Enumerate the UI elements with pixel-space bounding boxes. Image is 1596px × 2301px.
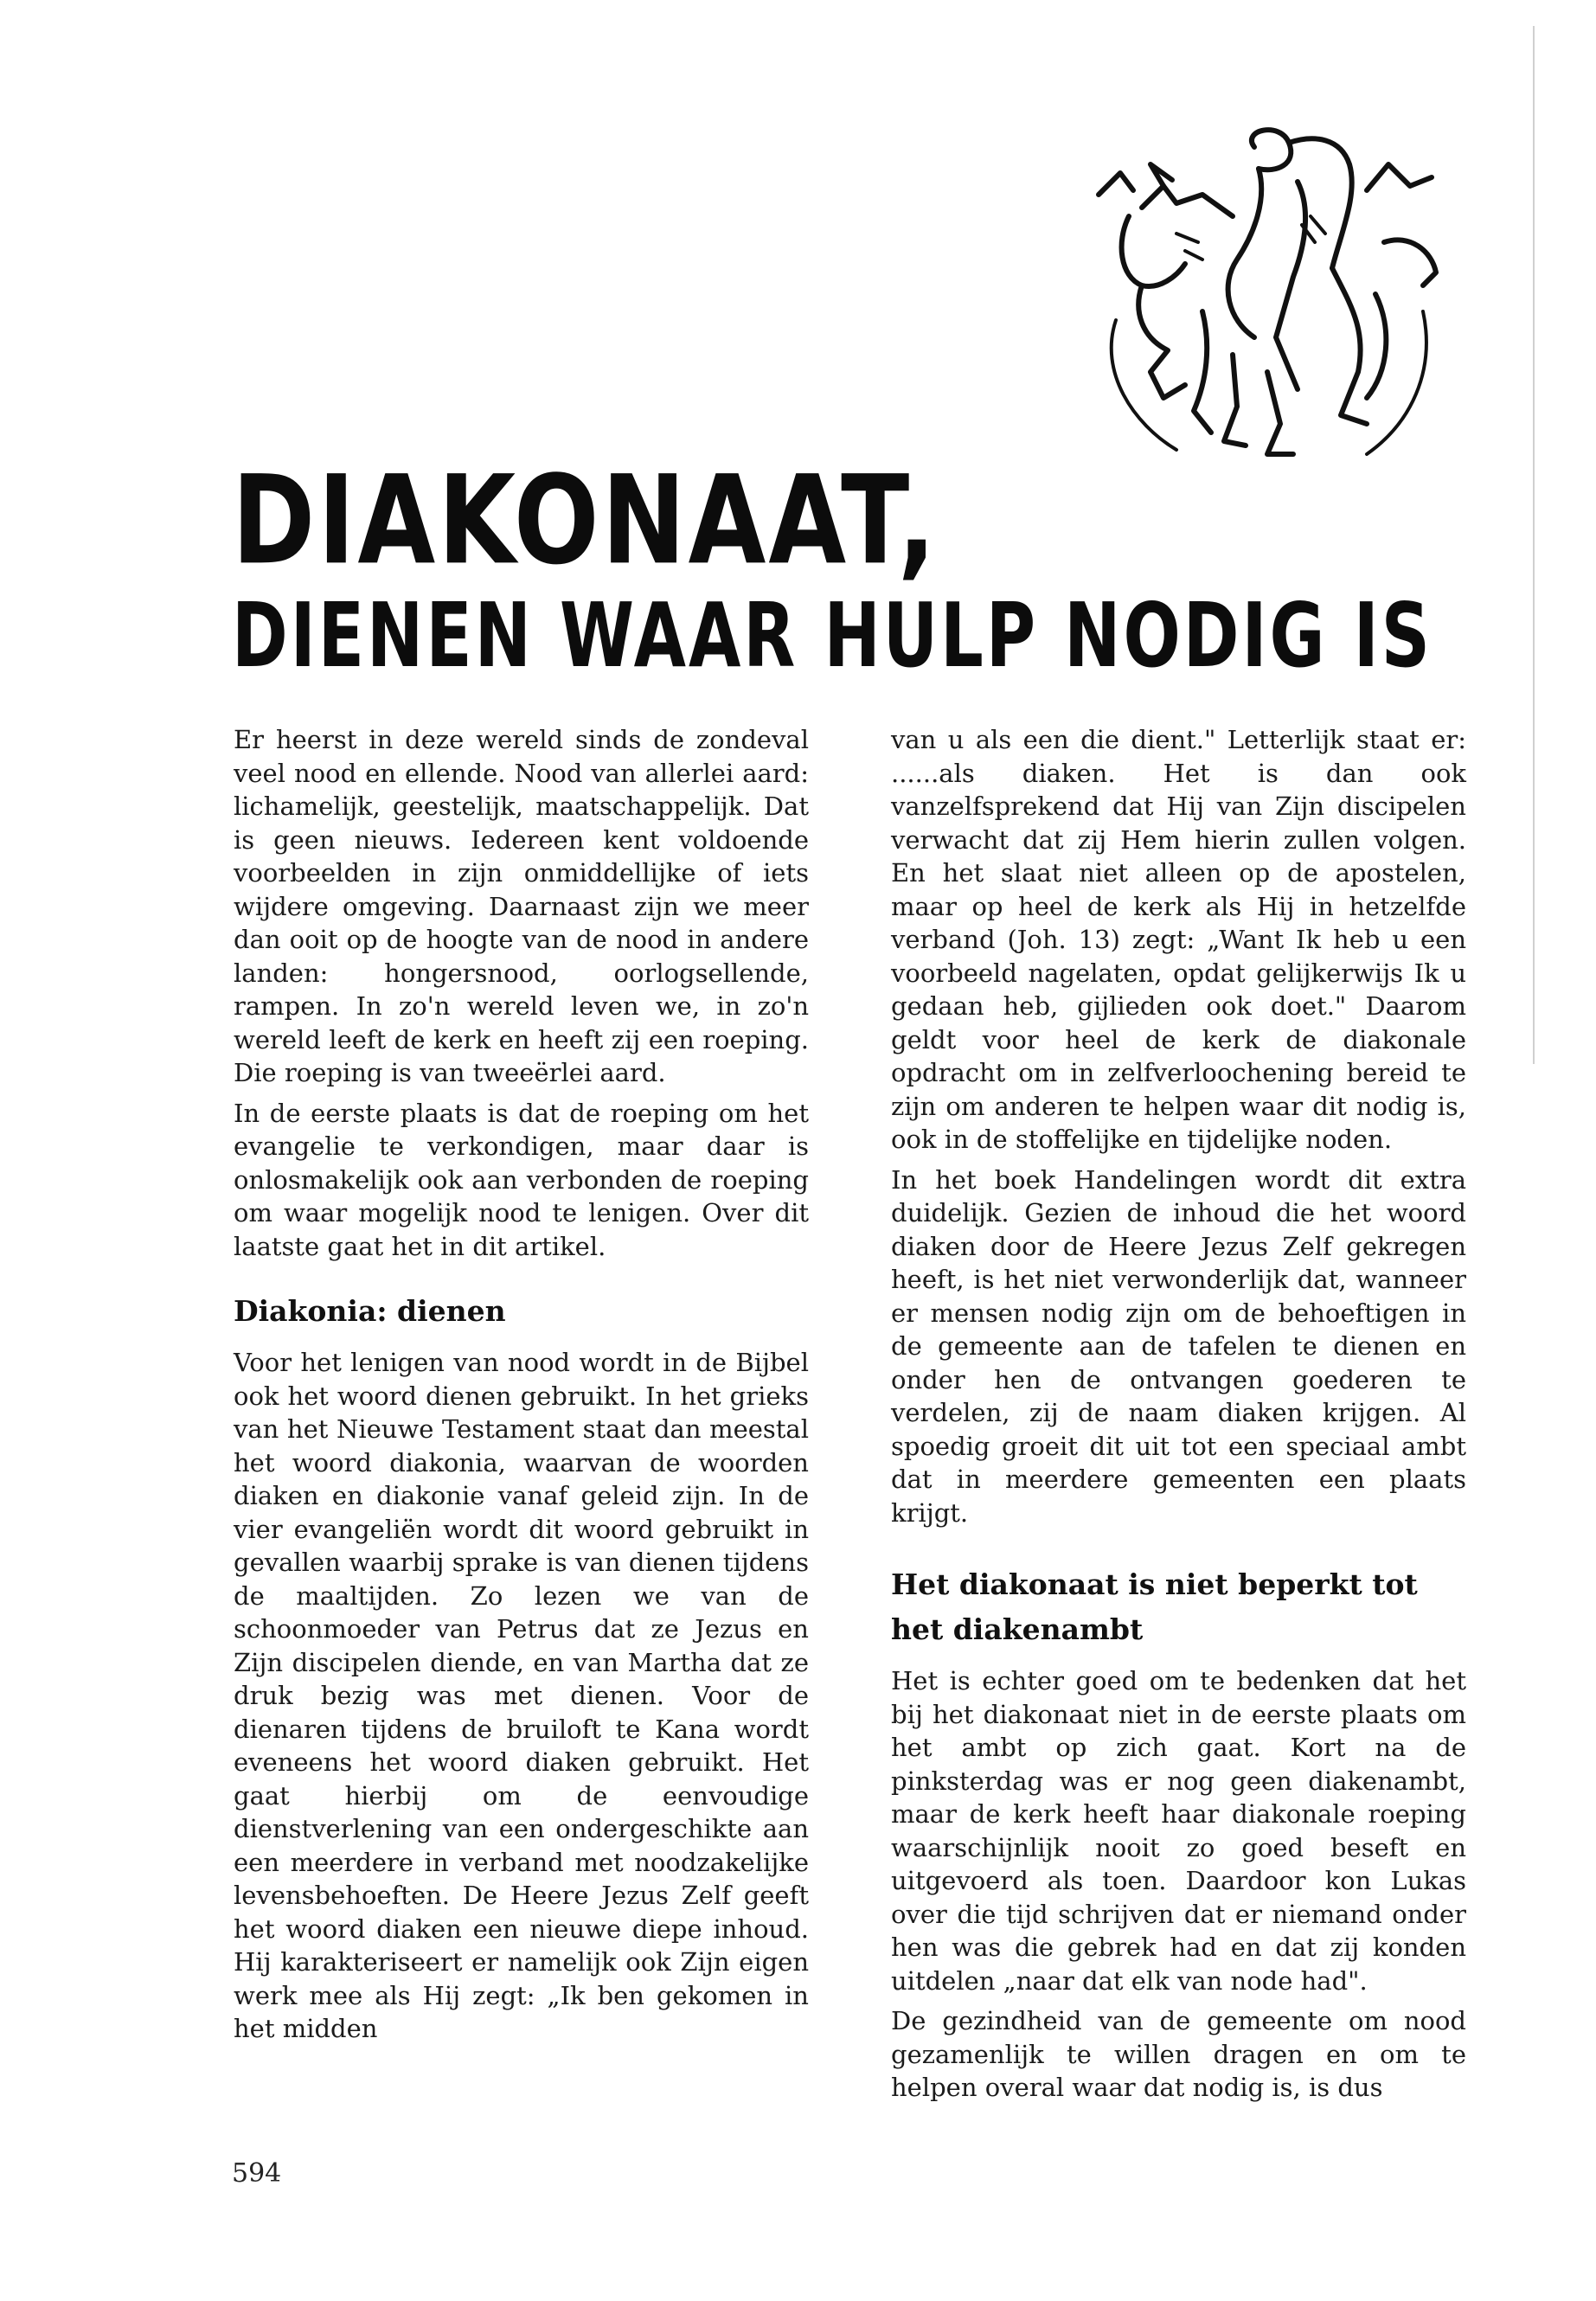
paragraph: van u als een die dient." Letterlijk staat er: ......als diaken. Het is dan ook vanzelfsprekend dat Hij van Zijn discipelen verwacht dat zij Hem hierin zullen volgen. En het slaat niet alleen op de apostelen, maar op heel de kerk als Hij in hetzelfde verband (Joh. 13) zegt: „Want Ik heb u een voorbeeld nagelaten, opdat gelijkerwijs Ik u gedaan heb, gijlieden ook doet." Daarom geldt voor heel de kerk de diakonale opdracht om in zelfverloochening bereid te zijn om anderen te helpen waar dit nodig is, ook in de stoffelijke en tijdelijke noden. xyxy=(891,725,1466,1154)
article-title-line1: DIAKONAAT, xyxy=(232,449,939,593)
donkey-and-figures-illustration xyxy=(1081,112,1453,476)
paragraph: Voor het lenigen van nood wordt in de Bijbel ook het woord dienen gebruikt. In het grieks van het Nieuwe Testament staat dan meestal het woord diakonia, waarvan de woorden diaken en diakonie vanaf geleid zijn. In de vier evangeliën wordt dit woord gebruikt in gevallen waarbij sprake is van dienen tijdens de maaltijden. Zo lezen we van de schoonmoeder van Petrus dat ze Jezus en Zijn discipelen diende, en van Martha dat ze druk bezig was met dienen. Voor de dienaren tijdens de bruiloft te Kana wordt eveneens het woord diaken gebruikt. Het gaat hierbij om de eenvoudige dienstverlening van een ondergeschikte aan een meerdere in verband met noodzakelijke levensbehoeften. De Heere Jezus Zelf geeft het woord diaken een nieuwe diepe inhoud. Hij karakteriseert er namelijk ook Zijn eigen werk mee als Hij zegt: „Ik ben gekomen in het midden xyxy=(234,1348,809,2043)
section-heading: Het diakonaat is niet beperkt tot het diakenambt xyxy=(891,1567,1418,1646)
section-heading: Diakonia: dienen xyxy=(234,1294,506,1328)
paragraph: In het boek Handelingen wordt dit extra duidelijk. Gezien de inhoud die het woord diaken door de Heere Jezus Zelf gekregen heeft, is het niet verwonderlijk dat, wanneer er mensen nodig zijn om de behoeftigen in de gemeente aan de tafelen te dienen en onder hen de ontvangen goederen te verdelen, zij de naam diaken krijgen. Al spoedig groeit dit uit tot een speciaal ambt dat in meerdere gemeenten een plaats krijgt. xyxy=(891,1164,1466,1528)
left-column xyxy=(234,723,809,2053)
paragraph: Er heerst in deze wereld sinds de zondeval veel nood en ellende. Nood van allerlei aard: lichamelijk, geestelijk, maatschappelijk. Dat is geen nieuws. Iedereen kent voldoende voorbeelden in zijn onmiddellijke of iets wijdere omgeving. Daarnaast zijn we meer dan ooit op de hoogte van de nood in andere landen: hongersnood, oorlogsellende, rampen. In zo'n wereld leven we, in zo'n wereld leeft de kerk en heeft zij een roeping. Die roeping is van tweeërlei aard. xyxy=(234,725,809,1087)
scan-edge-line xyxy=(1533,26,1535,1064)
paragraph: In de eerste plaats is dat de roeping om het evangelie te verkondigen, maar daar is onlosmakelijk ook aan verbonden de roeping om waar mogelijk nood te lenigen. Over dit laatste gaat het in dit artikel. xyxy=(234,1098,809,1261)
right-column xyxy=(891,723,1466,2112)
page-number: 594 xyxy=(232,2158,282,2189)
article-title-line2: DIENEN WAAR HULP NODIG IS xyxy=(232,585,1433,688)
paragraph: Het is echter goed om te bedenken dat het bij het diakonaat niet in de eerste plaats om het ambt op zich gaat. Kort na de pinksterdag was er nog geen diakenambt, maar de kerk heeft haar diakonale roeping waarschijnlijk nooit zo goed beseft en uitgevoerd als toen. Daardoor kon Lukas over die tijd schrijven dat er niemand onder hen was die gebrek had en dat zij konden uitdelen „naar dat elk van node had". xyxy=(891,1666,1466,1996)
paragraph: De gezindheid van de gemeente om nood gezamenlijk te willen dragen en om te helpen overal waar dat nodig is, is dus xyxy=(891,2006,1466,2102)
